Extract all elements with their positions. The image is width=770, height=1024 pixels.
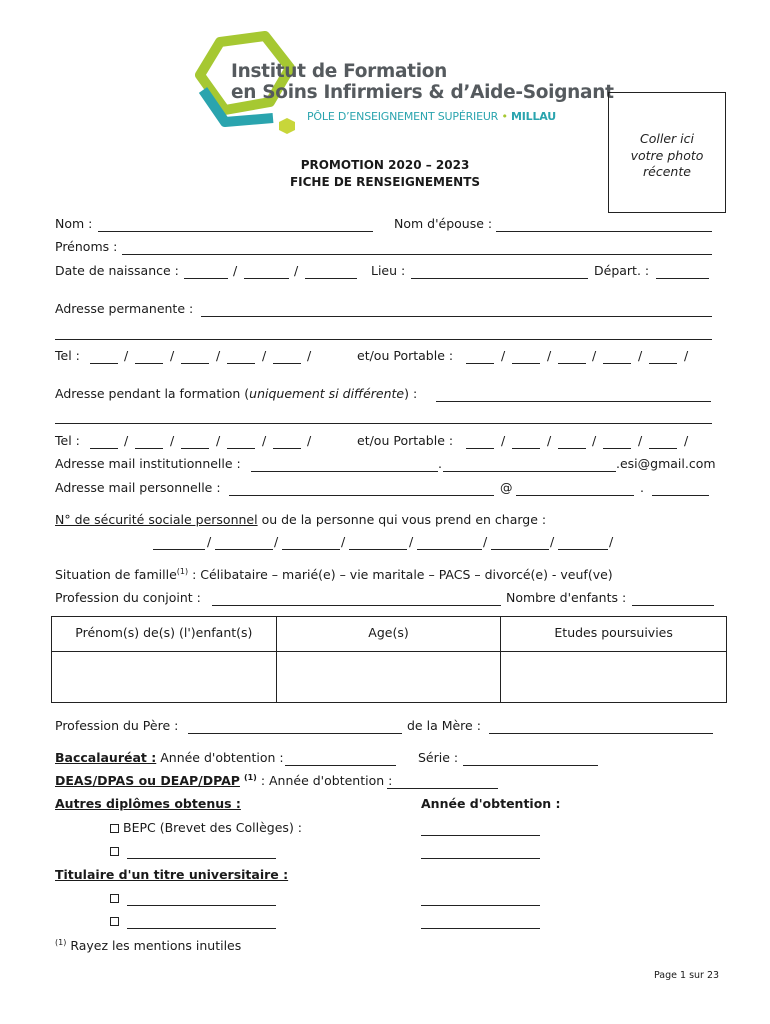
footnote [55, 937, 242, 953]
autre-diplome-field[interactable] [127, 858, 276, 859]
date-slash: / [294, 263, 299, 278]
tel-slash: / [262, 433, 267, 448]
profession-mere-label: de la Mère : [407, 718, 481, 733]
titre-universitaire-item[interactable] [110, 892, 123, 905]
tel-slash: / [216, 348, 221, 363]
secu-segment-field[interactable] [349, 549, 407, 550]
deas-title: DEAS/DPAS ou DEAP/DPAP [55, 773, 240, 788]
adresse-formation-field-line2[interactable] [55, 423, 712, 424]
naissance-mois-field[interactable] [244, 278, 289, 279]
portable-segment-field[interactable] [466, 363, 494, 364]
adresse-formation-label [55, 388, 417, 401]
titre-universitaire-item[interactable] [110, 915, 123, 928]
portable-slash: / [684, 433, 689, 448]
bac-label [55, 752, 284, 765]
nom-field[interactable] [98, 231, 373, 232]
profession-pere-label: Profession du Père : [55, 718, 179, 733]
deas-label [55, 772, 393, 788]
photo-instruction: Coller ici votre photo récente [630, 131, 704, 179]
photo-box[interactable] [608, 92, 726, 213]
enfants-table [51, 616, 727, 703]
adresse-permanente-field-line2[interactable] [55, 339, 712, 340]
checkbox-icon[interactable] [110, 824, 119, 833]
portable-label: et/ou Portable : [357, 348, 454, 363]
tel-segment-field[interactable] [135, 363, 163, 364]
promotion-title: PROMOTION 2020 – 2023 [300, 158, 470, 172]
tel-formation-label: Tel : [55, 433, 80, 448]
deas-annee-label: : Année d'obtention : [256, 773, 393, 788]
lieu-field[interactable] [411, 278, 588, 279]
profession-mere-field[interactable] [489, 733, 713, 734]
titre-universitaire-field[interactable] [127, 928, 276, 929]
tel-slash: / [262, 348, 267, 363]
table-cell-etudes[interactable] [501, 652, 727, 703]
secu-slash: / [483, 534, 488, 549]
autre-diplome-item[interactable] [110, 845, 123, 858]
logo-subtitle [307, 110, 556, 123]
adresse-formation-label-end: ) : [404, 386, 418, 401]
table-row [52, 652, 727, 703]
adresse-formation-label-start: Adresse pendant la formation ( [55, 386, 250, 401]
portable-segment-field[interactable] [512, 448, 540, 449]
mail-personnel-label: Adresse mail personnelle : [55, 480, 221, 495]
tel-label: Tel : [55, 348, 80, 363]
tel-segment-field[interactable] [90, 363, 118, 364]
mail-institutionnel-label: Adresse mail institutionnelle : [55, 456, 241, 471]
serie-label: Série : [418, 750, 459, 765]
secu-label-underlined: N° de sécurité sociale personnel [55, 512, 258, 527]
secu-segment-field[interactable] [417, 549, 482, 550]
tel-segment-field[interactable] [273, 363, 301, 364]
adresse-formation-field[interactable] [436, 401, 711, 402]
depart-label: Départ. : [594, 263, 650, 278]
prenoms-field[interactable] [122, 254, 712, 255]
titre-universitaire-annee-field[interactable] [421, 905, 540, 906]
tel-slash: / [216, 433, 221, 448]
portable-segment-field[interactable] [603, 448, 631, 449]
tel-segment-field[interactable] [227, 363, 255, 364]
footnote-ref: (1) [243, 772, 257, 782]
autre-diplome-annee-field[interactable] [421, 858, 540, 859]
mail-perso-tld-field[interactable] [652, 495, 709, 496]
mail-inst-domain: .esi@gmail.com [616, 456, 716, 471]
secu-slash: / [409, 534, 414, 549]
profession-conjoint-label: Profession du conjoint : [55, 590, 201, 605]
portable-slash: / [684, 348, 689, 363]
secu-segment-field[interactable] [282, 549, 340, 550]
naissance-annee-field[interactable] [305, 278, 357, 279]
bac-annee-label: Année d'obtention : [156, 750, 284, 765]
mail-perso-at: @ [500, 480, 513, 495]
table-header-row [52, 617, 727, 652]
tel-slash: / [124, 433, 129, 448]
autres-diplomes-label: Autres diplômes obtenus : [55, 796, 241, 811]
portable-segment-field[interactable] [558, 363, 586, 364]
situation-famille[interactable] [55, 566, 613, 582]
portable-slash: / [638, 348, 643, 363]
tel-segment-field[interactable] [181, 448, 209, 449]
adresse-permanente-label: Adresse permanente : [55, 301, 194, 316]
mail-inst-nom-field[interactable] [251, 471, 438, 472]
profession-conjoint-field[interactable] [212, 605, 501, 606]
checkbox-icon[interactable] [110, 847, 119, 856]
secu-slash: / [550, 534, 555, 549]
tel-segment-field[interactable] [181, 363, 209, 364]
portable-segment-field[interactable] [558, 448, 586, 449]
logo-title-line2: en Soins Infirmiers & d’Aide-Soignant [231, 82, 614, 103]
mail-inst-dot: . [438, 456, 442, 471]
prenoms-label: Prénoms : [55, 239, 118, 254]
nom-epouse-field[interactable] [496, 231, 712, 232]
checkbox-icon[interactable] [110, 917, 119, 926]
serie-field[interactable] [463, 765, 598, 766]
mail-inst-prenom-field[interactable] [443, 471, 616, 472]
portable-segment-field[interactable] [649, 448, 677, 449]
profession-pere-field[interactable] [188, 733, 402, 734]
portable-formation-label: et/ou Portable : [357, 433, 454, 448]
portable-slash: / [547, 348, 552, 363]
nb-enfants-label: Nombre d'enfants : [506, 590, 627, 605]
date-slash: / [233, 263, 238, 278]
footnote-ref: (1) [176, 566, 189, 576]
portable-slash: / [592, 348, 597, 363]
secu-segment-field[interactable] [215, 549, 273, 550]
naissance-jour-field[interactable] [184, 278, 228, 279]
portable-segment-field[interactable] [649, 363, 677, 364]
secu-slash: / [341, 534, 346, 549]
adresse-permanente-field[interactable] [201, 316, 712, 317]
depart-field[interactable] [656, 278, 709, 279]
mail-perso-user-field[interactable] [229, 495, 494, 496]
secu-segment-field[interactable] [558, 549, 608, 550]
table-header-prenoms: Prénom(s) de(s) (l')enfant(s) [52, 617, 277, 652]
table-cell-ages[interactable] [276, 652, 501, 703]
tel-segment-field[interactable] [227, 448, 255, 449]
secu-label [55, 514, 546, 527]
tel-slash: / [170, 433, 175, 448]
bac-title: Baccalauréat : [55, 750, 157, 765]
lieu-label: Lieu : [371, 263, 406, 278]
logo-dot: • [501, 110, 508, 123]
portable-segment-field[interactable] [512, 363, 540, 364]
mail-perso-domain-field[interactable] [516, 495, 634, 496]
logo-subtitle-text: PÔLE D’ENSEIGNEMENT SUPÉRIEUR [307, 110, 499, 123]
checkbox-icon[interactable] [110, 894, 119, 903]
tel-segment-field[interactable] [90, 448, 118, 449]
portable-segment-field[interactable] [603, 363, 631, 364]
titre-universitaire-field[interactable] [127, 905, 276, 906]
titulaire-universitaire-label: Titulaire d'un titre universitaire : [55, 867, 289, 882]
tel-slash: / [170, 348, 175, 363]
mail-perso-dot: . [640, 480, 644, 495]
footnote-text: Rayez les mentions inutiles [66, 938, 242, 953]
secu-slash: / [274, 534, 279, 549]
footnote-ref: (1) [55, 937, 67, 947]
situation-label: Situation de famille [55, 567, 177, 582]
secu-label-rest: ou de la personne qui vous prend en charge : [257, 512, 547, 527]
date-naissance-label: Date de naissance : [55, 263, 179, 278]
bepc-label: BEPC (Brevet des Collèges) : [123, 820, 303, 835]
portable-slash: / [501, 433, 506, 448]
secu-segment-field[interactable] [153, 549, 205, 550]
logo-title-line1: Institut de Formation [231, 61, 448, 82]
portable-slash: / [638, 433, 643, 448]
nom-label: Nom : [55, 216, 93, 231]
secu-slash: / [207, 534, 212, 549]
titre-universitaire-annee-field[interactable] [421, 928, 540, 929]
logo-city: MILLAU [511, 110, 556, 123]
tel-slash: / [307, 348, 312, 363]
nb-enfants-field[interactable] [632, 605, 714, 606]
tel-segment-field[interactable] [135, 448, 163, 449]
bac-annee-field[interactable] [285, 765, 396, 766]
annee-obtention-header: Année d'obtention : [421, 796, 561, 811]
tel-segment-field[interactable] [273, 448, 301, 449]
portable-slash: / [501, 348, 506, 363]
situation-options: : Célibataire – marié(e) – vie maritale – PACS – divorcé(e) - veuf(ve) [188, 567, 613, 582]
portable-segment-field[interactable] [466, 448, 494, 449]
bepc-annee-field[interactable] [421, 835, 540, 836]
adresse-formation-label-italic: uniquement si différente [249, 386, 405, 401]
nom-epouse-label: Nom d'épouse : [394, 216, 493, 231]
portable-slash: / [592, 433, 597, 448]
tel-slash: / [307, 433, 312, 448]
deas-annee-field[interactable] [387, 788, 498, 789]
tel-slash: / [124, 348, 129, 363]
table-header-ages: Age(s) [276, 617, 501, 652]
page-number: Page 1 sur 23 [654, 970, 720, 981]
table-header-etudes: Etudes poursuivies [501, 617, 727, 652]
table-cell-prenoms[interactable] [52, 652, 277, 703]
form-title: FICHE DE RENSEIGNEMENTS [289, 175, 481, 189]
bepc-item[interactable] [110, 822, 302, 835]
secu-slash: / [609, 534, 614, 549]
portable-slash: / [547, 433, 552, 448]
secu-segment-field[interactable] [491, 549, 549, 550]
